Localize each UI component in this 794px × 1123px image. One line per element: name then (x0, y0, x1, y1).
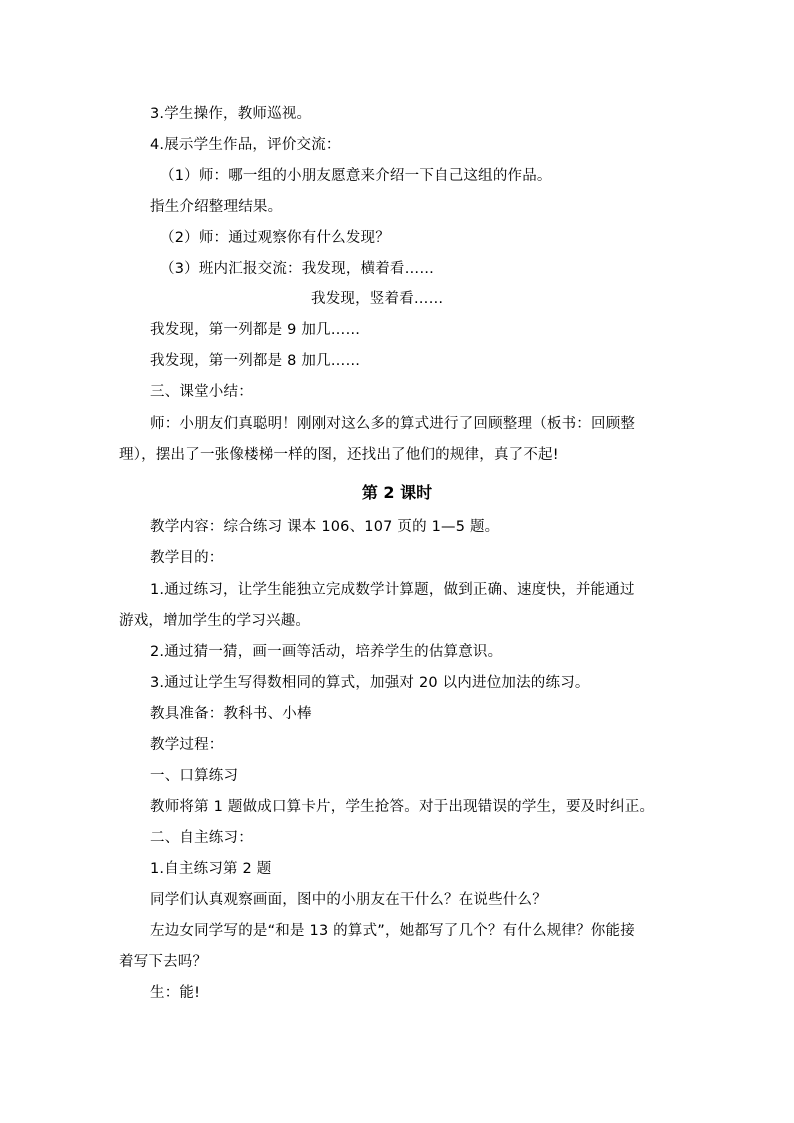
text-line: 一、口算练习 (150, 768, 239, 784)
text-line: 教学目的： (150, 550, 224, 566)
text-line: 1.自主练习第 2 题 (150, 861, 272, 877)
text-line: 教学内容：综合练习 课本 106、107 页的 1—5 题。 (150, 519, 500, 535)
text-line: 理），摆出了一张像楼梯一样的图，还找出了他们的规律，真了不起! (119, 447, 559, 463)
text-line: 指生介绍整理结果。 (150, 199, 283, 215)
text-line: 我发现，第一列都是 8 加几…… (150, 353, 361, 369)
text-line: 1.通过练习，让学生能独立完成数学计算题，做到正确、速度快，并能通过 (150, 582, 635, 598)
text-line: 教学过程： (150, 737, 224, 753)
text-line: 三、课堂小结： (150, 384, 253, 400)
text-line: 游戏，增加学生的学习兴趣。 (119, 613, 311, 629)
text-line: 我发现，第一列都是 9 加几…… (150, 322, 361, 338)
text-line: 我发现，竖着看…… (311, 291, 444, 307)
text-line: 二、自主练习： (150, 830, 253, 846)
section-heading: 第 2 课时 (361, 483, 433, 502)
text-line: 左边女同学写的是“和是 13 的算式”，她都写了几个？有什么规律？你能接 (150, 923, 635, 939)
text-line: （1）师：哪一组的小朋友愿意来介绍一下自己这组的作品。 (160, 168, 552, 184)
text-line: 教具准备：教科书、小棒 (150, 706, 312, 722)
text-line: （3）班内汇报交流：我发现，横着看…… (160, 261, 435, 277)
text-line: 3.学生操作，教师巡视。 (150, 106, 312, 122)
text-line: 生：能! (150, 985, 201, 1001)
text-line: 师：小朋友们真聪明！刚刚对这么多的算式进行了回顾整理（板书：回顾整 (150, 416, 636, 432)
text-line: 4.展示学生作品，评价交流： (150, 137, 341, 153)
text-line: 着写下去吗？ (119, 954, 208, 970)
text-line: （2）师：通过观察你有什么发现？ (160, 230, 390, 246)
text-line: 教师将第 1 题做成口算卡片，学生抢答。对于出现错误的学生，要及时纠正。 (150, 799, 655, 815)
text-line: 2.通过猜一猜，画一画等活动，培养学生的估算意识。 (150, 644, 503, 660)
text-line: 同学们认真观察画面，图中的小朋友在干什么？在说些什么？ (150, 892, 547, 908)
text-line: 3.通过让学生写得数相同的算式，加强对 20 以内进位加法的练习。 (150, 675, 590, 691)
